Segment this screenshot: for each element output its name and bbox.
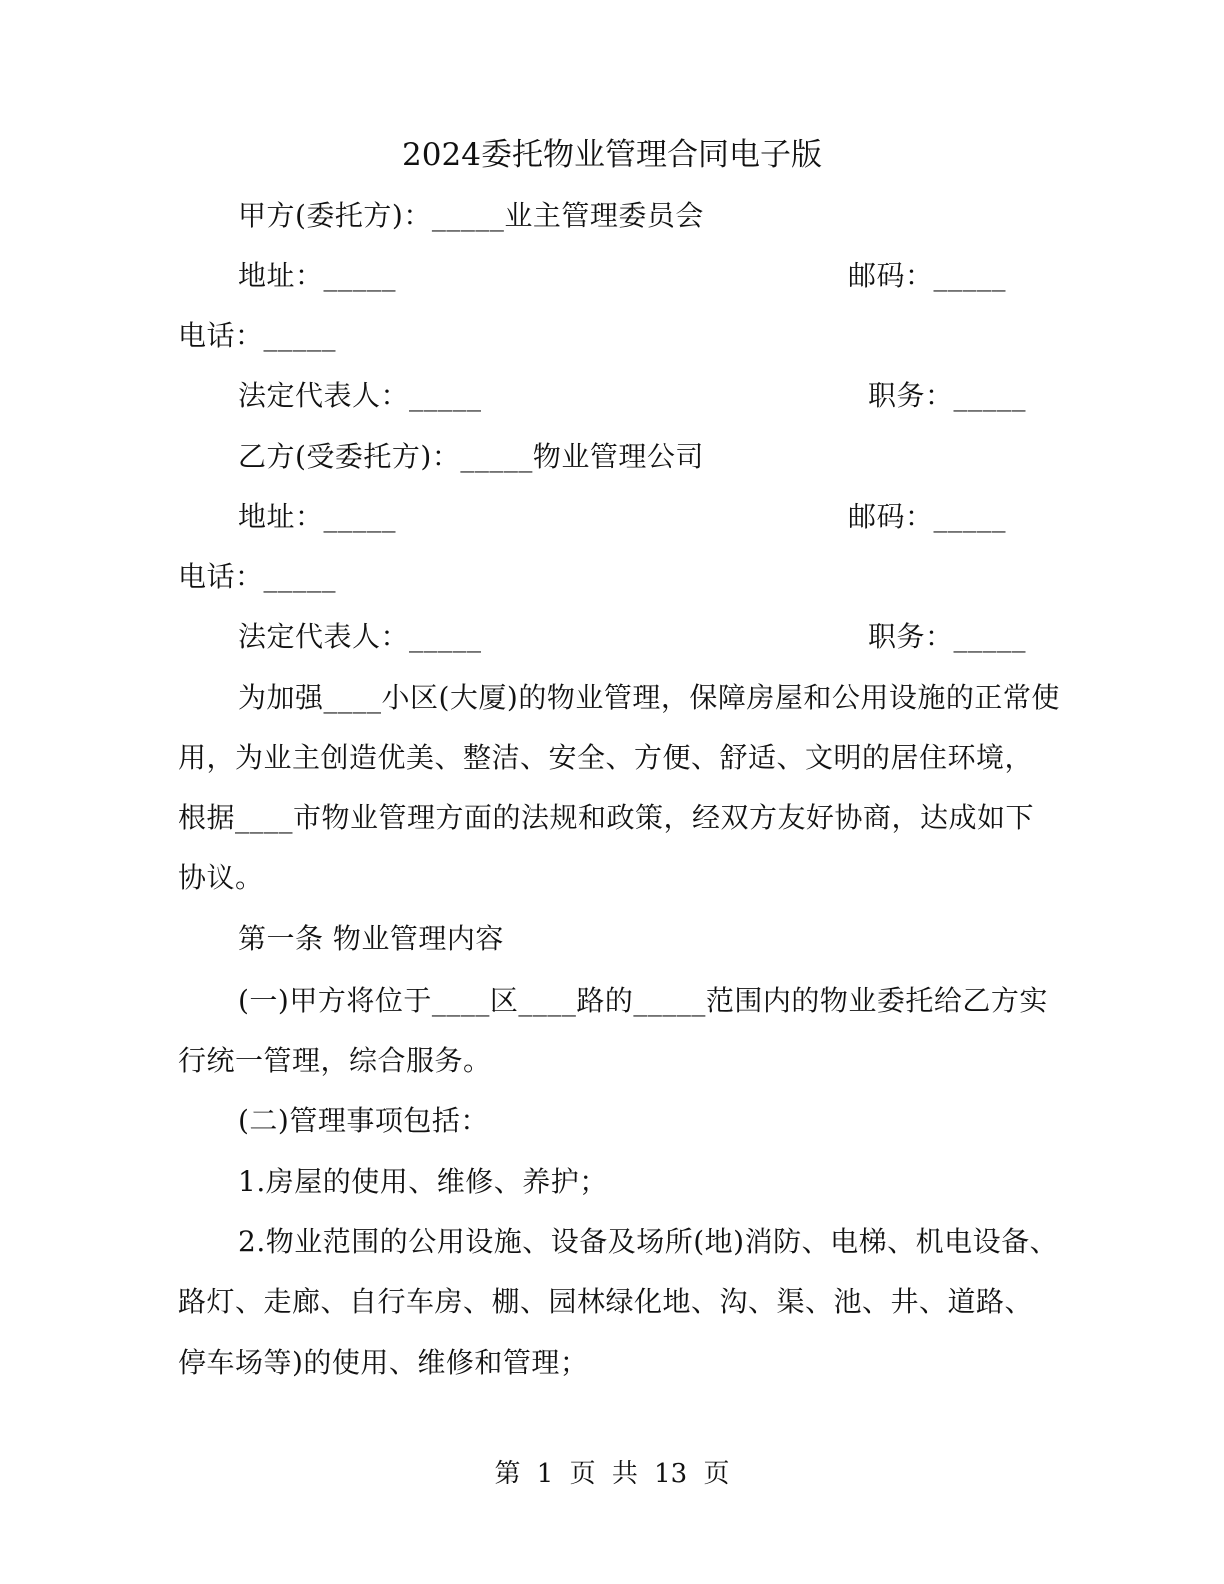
page-number-footer: 第 1 页 共 13 页 <box>494 1459 730 1489</box>
party-b-position: 职务：_____ <box>868 620 1027 653</box>
party-a-position: 职务：_____ <box>868 379 1027 412</box>
item-2-heading: (二)管理事项包括： <box>238 1104 489 1137</box>
intro-line-2: 用，为业主创造优美、整洁、安全、方便、舒适、文明的居住环境， <box>178 741 1034 774</box>
item-1-line-1: (一)甲方将位于____区____路的_____范围内的物业委托给乙方实 <box>238 984 1048 1017</box>
party-a-phone: 电话：_____ <box>178 319 337 352</box>
document-title: 2024委托物业管理合同电子版 <box>402 137 822 173</box>
party-b-representative: 法定代表人：_____ <box>238 620 482 653</box>
party-a-line: 甲方(委托方)：_____业主管理委员会 <box>238 199 704 232</box>
sub-item-2-line-2: 路灯、走廊、自行车房、棚、园林绿化地、沟、渠、池、井、道路、 <box>178 1285 1034 1318</box>
party-b-address: 地址：_____ <box>238 500 397 533</box>
item-1-line-2: 行统一管理，综合服务。 <box>178 1044 492 1077</box>
sub-item-1: 1.房屋的使用、维修、养护； <box>238 1165 608 1198</box>
party-a-representative: 法定代表人：_____ <box>238 379 482 412</box>
party-a-postcode: 邮码：_____ <box>848 259 1007 292</box>
intro-line-4: 协议。 <box>178 861 264 894</box>
intro-line-1: 为加强____小区(大厦)的物业管理，保障房屋和公用设施的正常使 <box>238 681 1060 714</box>
party-b-postcode: 邮码：_____ <box>848 500 1007 533</box>
party-b-phone: 电话：_____ <box>178 560 337 593</box>
sub-item-2-line-3: 停车场等)的使用、维修和管理； <box>178 1346 589 1379</box>
party-a-address: 地址：_____ <box>238 259 397 292</box>
article-1-heading: 第一条 物业管理内容 <box>238 922 504 955</box>
party-b-line: 乙方(受委托方)：_____物业管理公司 <box>238 440 704 473</box>
intro-line-3: 根据____市物业管理方面的法规和政策，经双方友好协商，达成如下 <box>178 801 1035 834</box>
sub-item-2-line-1: 2.物业范围的公用设施、设备及场所(地)消防、电梯、机电设备、 <box>238 1225 1059 1258</box>
